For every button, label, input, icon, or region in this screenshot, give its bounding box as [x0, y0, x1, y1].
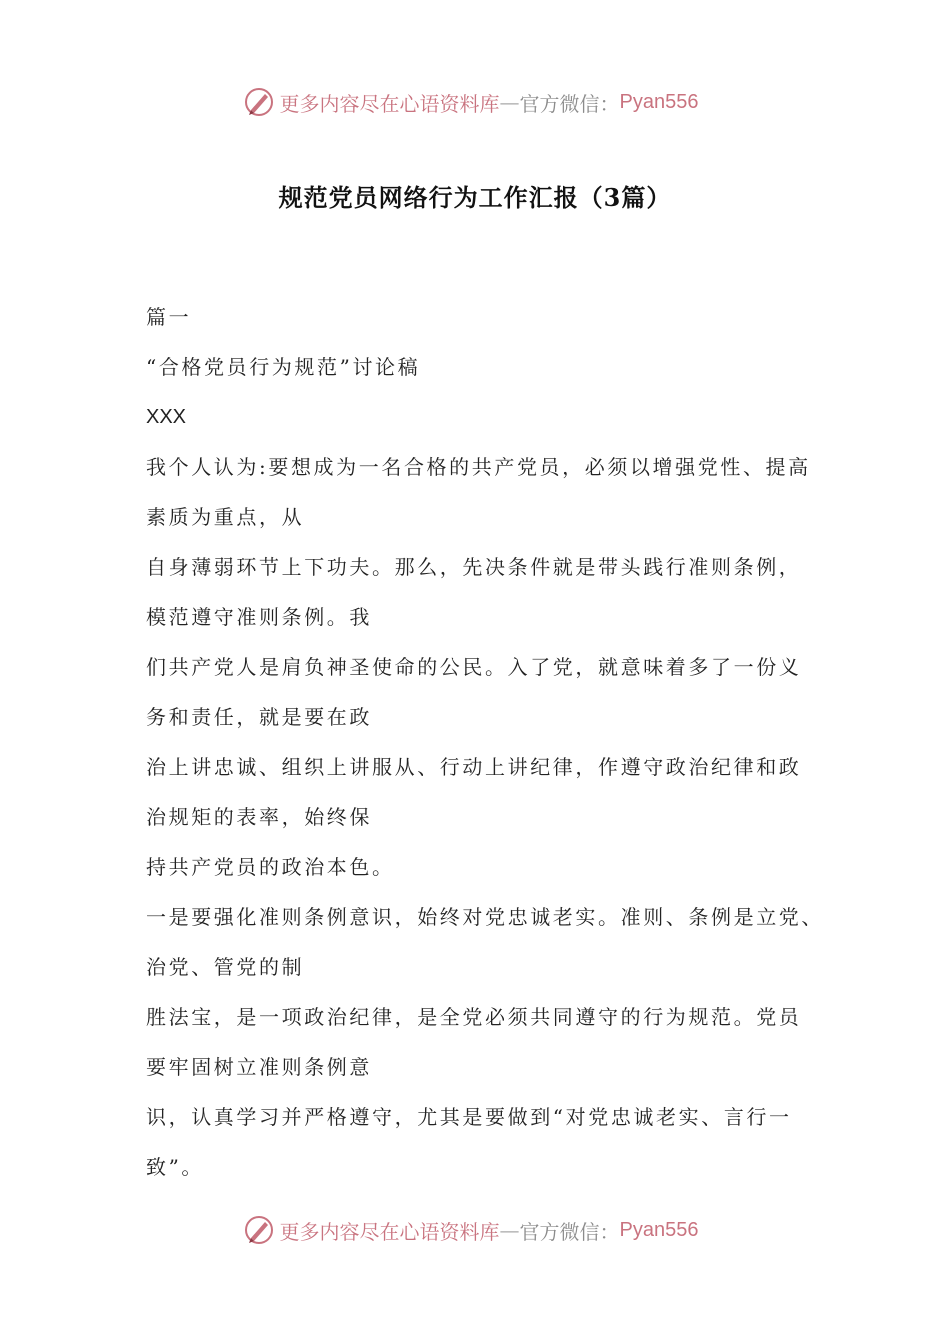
body-line: 胜法宝，是一项政治纪律，是全党必须共同遵守的行为规范。党员	[146, 1005, 802, 1029]
watermark-wechat-id: Pyan556	[619, 90, 699, 113]
section-heading: 篇一	[146, 305, 192, 329]
body-line: 自身薄弱环节上下功夫。那么，先决条件就是带头践行准则条例，	[146, 555, 802, 579]
body-line: 一是要强化准则条例意识，始终对党忠诚老实。准则、条例是立党、	[146, 905, 824, 929]
subtitle-line: “合格党员行为规范”讨论稿	[146, 355, 421, 379]
footer-watermark	[0, 1210, 950, 1250]
body-line: 识，认真学习并严格遵守，尤其是要做到“对党忠诚老实、言行一	[146, 1105, 792, 1129]
body-line: 我个人认为:要想成为一名合格的共产党员，必须以增强党性、提高	[146, 455, 811, 479]
document-title: 规范党员网络行为工作汇报（3篇）	[278, 183, 672, 212]
watermark-dash: —	[499, 1218, 520, 1242]
pen-logo-icon	[242, 85, 276, 119]
body-line: 治上讲忠诚、组织上讲服从、行动上讲纪律，作遵守政治纪律和政	[146, 755, 802, 779]
document-body	[146, 300, 836, 1200]
watermark-wechat-label: 官方微信：	[519, 1219, 620, 1244]
author-line: XXX	[146, 406, 187, 428]
body-line: 持共产党员的政治本色。	[146, 855, 395, 879]
watermark-wechat-id: Pyan556	[619, 1218, 699, 1241]
body-line: 务和责任，就是要在政	[146, 705, 372, 729]
watermark-text: 更多内容尽在心语资料库	[279, 91, 500, 116]
body-line: 要牢固树立准则条例意	[146, 1055, 372, 1079]
watermark-wechat-label: 官方微信：	[519, 91, 620, 116]
body-line: 致”。	[146, 1155, 205, 1179]
watermark-dash: —	[499, 90, 520, 114]
pen-logo-icon	[242, 1213, 276, 1247]
body-line: 治规矩的表率，始终保	[146, 805, 372, 829]
header-watermark	[0, 82, 950, 122]
watermark-text: 更多内容尽在心语资料库	[279, 1219, 500, 1244]
body-line: 模范遵守准则条例。我	[146, 605, 372, 629]
body-line: 素质为重点，从	[146, 505, 305, 529]
body-line: 治党、管党的制	[146, 955, 305, 979]
body-line: 们共产党人是肩负神圣使命的公民。入了党，就意味着多了一份义	[146, 655, 802, 679]
